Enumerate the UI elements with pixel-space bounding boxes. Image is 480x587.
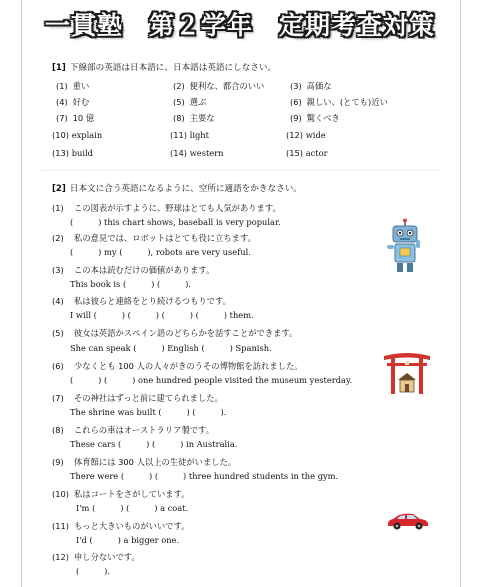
question-answer-line: ( ). [76, 566, 111, 576]
vocab-item: (8) 主要な [173, 113, 215, 123]
vocab-item: (15) actor [286, 148, 328, 158]
vocab-item: (10) explain [52, 130, 103, 140]
question-prompt: (11) もっと大きいものがいいです。 [52, 521, 190, 531]
question-prompt: (9) 体育館には 300 人以上の生徒がいました。 [52, 457, 237, 467]
vocab-item: (2) 便利な、都合のいい [173, 81, 265, 91]
vocab-item: (14) western [170, 148, 224, 158]
question-prompt: (7) その神社はずっと前に建てられました。 [52, 393, 223, 403]
question-answer-line: There were ( ) ( ) three hundred students in the gym. [70, 471, 339, 481]
question-prompt: (4) 私は彼らと連絡をとり続けるつもりです。 [52, 296, 231, 306]
question-answer-line: These cars ( ) ( ) in Australia. [70, 439, 238, 449]
question-answer-line: This book is ( ) ( ). [70, 279, 191, 289]
vocab-item: (1) 重い [56, 81, 90, 91]
question-answer-line: She can speak ( ) English ( ) Spanish. [70, 343, 272, 353]
question-prompt: (5) 彼女は英語かスペイン語のどちらかを話すことができます。 [52, 328, 298, 338]
question-prompt: (8) これらの車はオーストラリア製です。 [52, 425, 214, 435]
vocab-item: (12) wide [286, 130, 326, 140]
vocab-item: (3) 高価な [290, 81, 332, 91]
question-prompt: (12) 申し分ないです。 [52, 552, 140, 562]
vocab-item: (5) 選ぶ [173, 97, 207, 107]
section1-instruction: 下線部の英語は日本語に、日本語は英語にしなさい。 [69, 63, 277, 73]
section1-heading [52, 61, 276, 73]
question-prompt: (6) 少なくとも 100 人の人々がきのうその博物館を訪れました。 [52, 361, 303, 371]
section2-number: [2] [52, 184, 66, 194]
question-answer-line: ( ) ( ) one hundred people visited the museum yesterday. [70, 375, 353, 385]
question-answer-line: ( ) this chart shows, baseball is very popular. [70, 217, 281, 227]
robot-illustration [385, 218, 425, 274]
question-prompt: (3) この本は読むだけの価値があります。 [52, 265, 215, 275]
car-illustration [385, 511, 431, 531]
vocab-item: (11) light [170, 130, 209, 140]
question-answer-line: ( ) my ( ), robots are very useful. [70, 247, 251, 257]
vocab-item: (6) 親しい、(とても)近い [290, 97, 388, 107]
question-prompt: (10) 私はコートをさがしています。 [52, 489, 190, 499]
section1-number: [1] [52, 63, 66, 73]
question-answer-line: I'd ( ) a bigger one. [76, 535, 180, 545]
question-answer-line: I'm ( ) ( ) a coat. [76, 503, 189, 513]
question-prompt: (1) この図表が示すように、野球はとても人気があります。 [52, 203, 281, 213]
vocab-item: (7) 10 億 [56, 113, 95, 123]
vocab-item: (9) 驚くべき [290, 113, 340, 123]
question-answer-line: I will ( ) ( ) ( ) ( ) them. [70, 310, 254, 320]
page-title: 一貫塾 第２学年 定期考査対策 [44, 11, 435, 40]
shrine-gate-illustration [382, 350, 432, 396]
section-divider [40, 170, 440, 171]
vocab-item: (4) 好む [56, 97, 90, 107]
vocab-item: (13) build [52, 148, 93, 158]
question-answer-line: The shrine was built ( ) ( ). [70, 407, 227, 417]
section2-heading [52, 182, 302, 194]
section2-instruction: 日本文に合う英語になるように、空所に適語をかきなさい。 [69, 184, 302, 194]
question-prompt: (2) 私の意見では、ロボットはとても役に立ちます。 [52, 233, 256, 243]
